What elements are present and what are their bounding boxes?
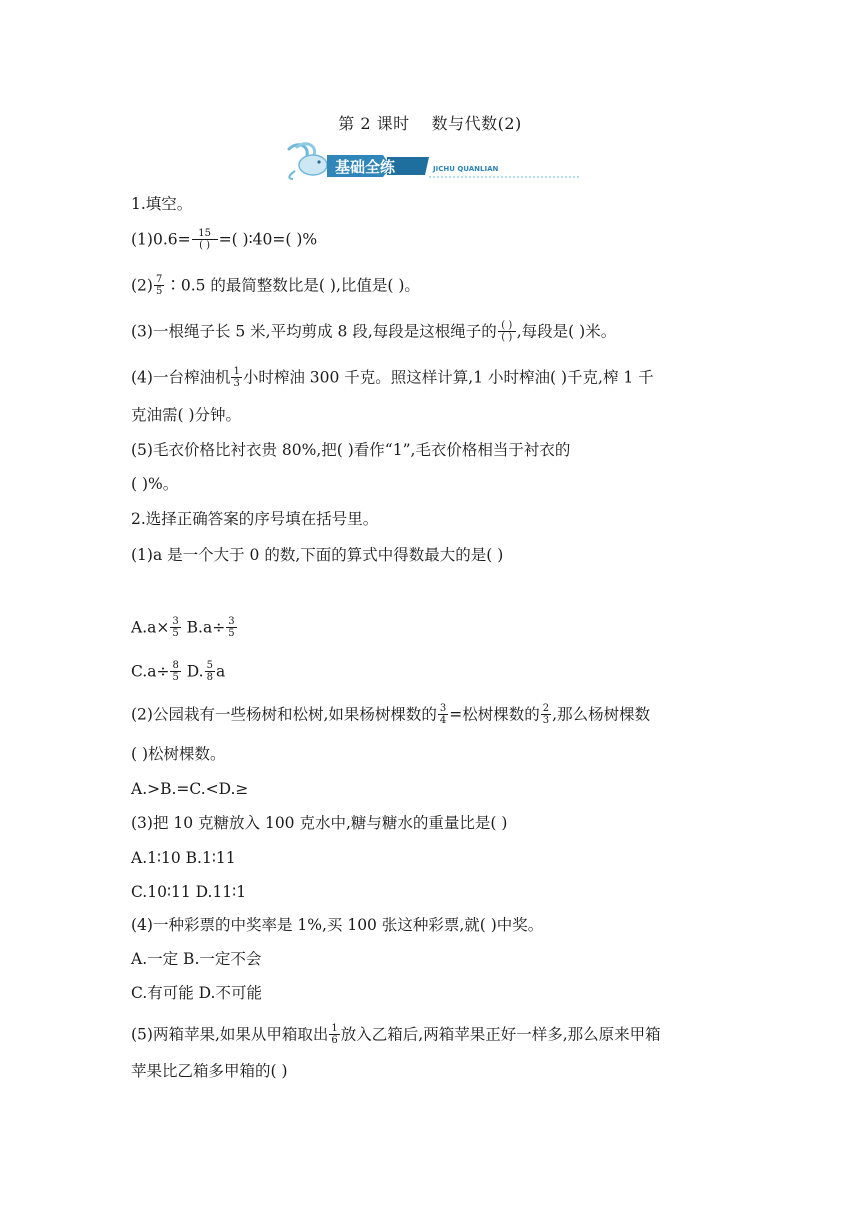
q2-p1-options-ab: A.a× $\frac{3}{5}$ B.a÷ $\frac{3}{5}$ [131, 616, 235, 639]
q2-p2-options: A.>B.=C.<D.≥ [131, 780, 249, 798]
q1-item-2: (2) $\frac{7}{5}$ ∶0.5 的最简整数比是( ),比值是( )。 [131, 274, 420, 297]
q1-item-4: (4)一台榨油机 $\frac{1}{3}$ 小时榨油 300 千克。照这样计算,1 小时榨油( )千克,榨 1 千 [131, 366, 654, 389]
fraction: $\frac{3}{5}$ [172, 616, 179, 639]
fraction: $\frac{( )}{( )}$ [498, 320, 516, 343]
lesson-topic: 数与代数(2) [431, 114, 522, 133]
fraction: $\frac{3}{5}$ [228, 616, 235, 639]
q2-p3-options-cd: C.10∶11 D.11∶1 [131, 883, 247, 901]
q1-title: 1.填空。 [131, 195, 193, 213]
fraction: $\frac{3}{4}$ [439, 703, 447, 726]
q2-p2-stem-cont: ( )松树棵数。 [131, 745, 226, 763]
banner-title: 基础全练 [335, 158, 396, 176]
q2-p1-stem: (1)a 是一个大于 0 的数,下面的算式中得数最大的是( ) [131, 546, 504, 564]
q1-item-5-cont: ( )%。 [131, 475, 179, 493]
q1-item-5: (5)毛衣价格比衬衣贵 80%,把( )看作“1”,毛衣价格相当于衬衣的 [131, 441, 571, 459]
fraction: $\frac{2}{3}$ [542, 703, 550, 726]
lesson-number: 第 2 课时 [338, 114, 410, 133]
fraction: $\frac{7}{5}$ [155, 274, 163, 297]
q2-p4-options-ab: A.一定 B.一定不会 [131, 950, 262, 968]
q2-p2-stem: (2)公园栽有一些杨树和松树,如果杨树棵数的 $\frac{3}{4}$ =松树棵数的 $\frac{2}{3}$ ,那么杨树棵数 [131, 703, 651, 726]
q2-p3-options-ab: A.1∶10 B.1∶11 [131, 849, 236, 867]
q1-item-4-cont: 克油需( )分钟。 [131, 406, 242, 424]
q2-p5-stem-cont: 苹果比乙箱多甲箱的( ) [131, 1062, 288, 1080]
q2-p5-stem: (5)两箱苹果,如果从甲箱取出 $\frac{1}{6}$ 放入乙箱后,两箱苹果正好一样多,那么原来甲箱 [131, 1023, 661, 1046]
fraction: $\frac{1}{3}$ [233, 366, 240, 389]
page-title [0, 111, 860, 134]
q2-p4-stem: (4)一种彩票的中奖率是 1%,买 100 张这种彩票,就( )中奖。 [131, 916, 544, 934]
fraction: $\frac{1}{6}$ [331, 1023, 338, 1046]
fraction: $\frac{15}{( )}$ [192, 228, 218, 251]
q1-item-1: (1)0.6= $\frac{15}{( )}$ =( )∶40=( )% [131, 228, 318, 251]
fraction: $\frac{5}{8}$ [206, 660, 213, 683]
q1-item-3: (3)一根绳子长 5 米,平均剪成 8 段,每段是这根绳子的 $\frac{( )}{( )}$ ,每段是( )米。 [131, 320, 617, 343]
section-banner [283, 141, 583, 181]
rabbit-mascot-icon [289, 144, 327, 179]
q2-p4-options-cd: C.有可能 D.不可能 [131, 984, 262, 1002]
banner-pinyin: JICHU QUANLIAN [433, 165, 499, 173]
q2-p1-options-cd: C.a÷ $\frac{8}{5}$ D. $\frac{5}{8}$ a [131, 660, 226, 683]
q2-p3-stem: (3)把 10 克糖放入 100 克水中,糖与糖水的重量比是( ) [131, 814, 508, 832]
fraction: $\frac{8}{5}$ [172, 660, 179, 683]
q2-title: 2.选择正确答案的序号填在括号里。 [131, 510, 379, 528]
